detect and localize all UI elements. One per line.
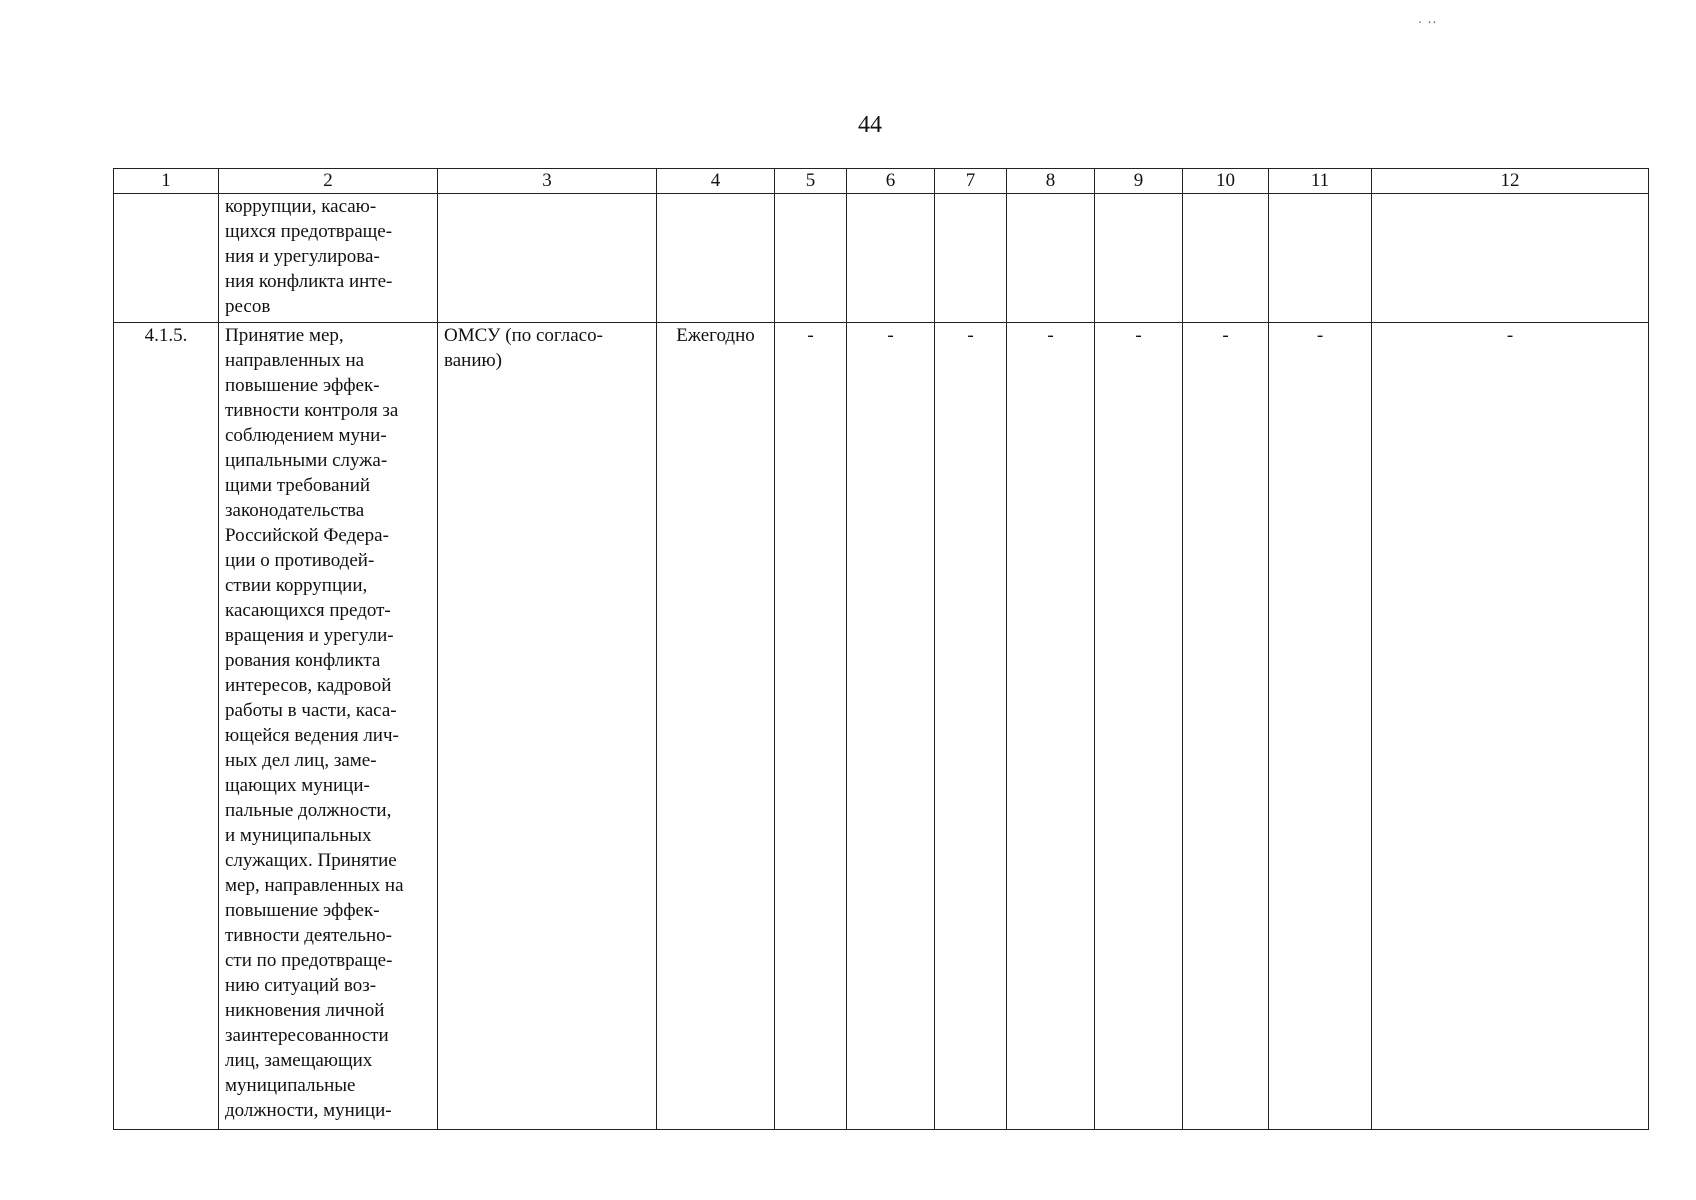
- dash-value: -: [807, 325, 814, 346]
- text-line: интересов, кадровой: [225, 675, 392, 696]
- text-line: ципальными служа-: [225, 450, 388, 471]
- dash-value: -: [1047, 325, 1054, 346]
- text-line: законодательства: [225, 500, 365, 521]
- header-col-6: 6: [847, 169, 935, 194]
- header-col-12: 12: [1372, 169, 1649, 194]
- text-line: вращения и урегули-: [225, 625, 394, 646]
- text-line: сти по предотвраще-: [225, 950, 393, 971]
- dash-value: -: [1222, 325, 1229, 346]
- dash-value: -: [887, 325, 894, 346]
- cell-col-6: [847, 194, 935, 323]
- plan-table: [113, 168, 1649, 1130]
- cell-col-5: [775, 194, 847, 323]
- text-line: никновения личной: [225, 1000, 385, 1021]
- header-col-8: 8: [1007, 169, 1095, 194]
- header-col-7: 7: [935, 169, 1007, 194]
- text-line: повышение эффек-: [225, 375, 380, 396]
- text-line: работы в части, каса-: [225, 700, 397, 721]
- cell-col-12: [1372, 323, 1649, 1130]
- row-id: 4.1.5.: [144, 325, 188, 346]
- text-line: щающих муници-: [225, 775, 370, 796]
- text-line: щими требований: [225, 475, 371, 496]
- header-col-3: 3: [438, 169, 657, 194]
- header-col-1: 1: [114, 169, 219, 194]
- text-line: Российской Федера-: [225, 525, 389, 546]
- cell-col-7: [935, 194, 1007, 323]
- cell-id: [114, 323, 219, 1130]
- cell-col-9: [1095, 323, 1183, 1130]
- text-line: ресов: [225, 296, 271, 317]
- text-line: ции о противодей-: [225, 550, 375, 571]
- executor-lines: [444, 323, 650, 373]
- table-row-continuation: [114, 194, 1649, 323]
- text-line: лиц, замещающих: [225, 1050, 373, 1071]
- text-line: ствии коррупции,: [225, 575, 368, 596]
- text-line: коррупции, касаю-: [225, 196, 377, 217]
- cell-col-6: [847, 323, 935, 1130]
- text-line: ОМСУ (по согласо-: [444, 325, 603, 346]
- text-line: Принятие мер,: [225, 325, 344, 346]
- cell-executor: [438, 194, 657, 323]
- text-line: тивности контроля за: [225, 400, 399, 421]
- text-line: муниципальные: [225, 1075, 356, 1096]
- cell-col-11: [1269, 194, 1372, 323]
- text-line: касающихся предот-: [225, 600, 391, 621]
- cell-measure-text: [219, 323, 438, 1130]
- dash-value: -: [967, 325, 974, 346]
- text-line: ных дел лиц, заме-: [225, 750, 377, 771]
- cell-col-8: [1007, 194, 1095, 323]
- dash-value: -: [1316, 325, 1324, 346]
- text-line: заинтересованности: [225, 1025, 389, 1046]
- measure-lines: [225, 323, 431, 1123]
- page-number: 44: [858, 112, 882, 138]
- dash-value: -: [1506, 325, 1514, 346]
- cell-col-12: [1372, 194, 1649, 323]
- cell-deadline: [657, 323, 775, 1130]
- text-line: ющейся ведения лич-: [225, 725, 399, 746]
- text-line: должности, муници-: [225, 1100, 392, 1121]
- text-line: ванию): [444, 350, 503, 371]
- text-line: рования конфликта: [225, 650, 381, 671]
- text-line: ния и урегулирова-: [225, 246, 380, 267]
- text-line: повышение эффек-: [225, 900, 380, 921]
- header-col-2: 2: [219, 169, 438, 194]
- corner-mark: . ..: [1418, 12, 1438, 26]
- cell-col-8: [1007, 323, 1095, 1130]
- cell-col-11: [1269, 323, 1372, 1130]
- table-row-4-1-5: [114, 323, 1649, 1130]
- header-col-9: 9: [1095, 169, 1183, 194]
- text-line: щихся предотвраще-: [225, 221, 393, 242]
- dash-value: -: [1135, 325, 1142, 346]
- cell-measure-text: [219, 194, 438, 323]
- header-col-4: 4: [657, 169, 775, 194]
- cell-deadline: [657, 194, 775, 323]
- text-line: направленных на: [225, 350, 365, 371]
- text-line: пальные должности,: [225, 800, 392, 821]
- cell-executor: [438, 323, 657, 1130]
- text-line: соблюдением муни-: [225, 425, 387, 446]
- cell-col-5: [775, 323, 847, 1130]
- header-col-5: 5: [775, 169, 847, 194]
- text-line: тивности деятельно-: [225, 925, 392, 946]
- header-col-11: 11: [1269, 169, 1372, 194]
- cell-col-9: [1095, 194, 1183, 323]
- cell-id: [114, 194, 219, 323]
- cell-col-10: [1183, 323, 1269, 1130]
- measure-lines: [225, 194, 431, 319]
- deadline-value: Ежегодно: [676, 325, 755, 346]
- cell-col-7: [935, 323, 1007, 1130]
- header-row: [114, 169, 1649, 194]
- text-line: и муниципальных: [225, 825, 372, 846]
- text-line: мер, направленных на: [225, 875, 404, 896]
- text-line: служащих. Принятие: [225, 850, 397, 871]
- text-line: нию ситуаций воз-: [225, 975, 377, 996]
- text-line: ния конфликта инте-: [225, 271, 393, 292]
- header-col-10: 10: [1183, 169, 1269, 194]
- cell-col-10: [1183, 194, 1269, 323]
